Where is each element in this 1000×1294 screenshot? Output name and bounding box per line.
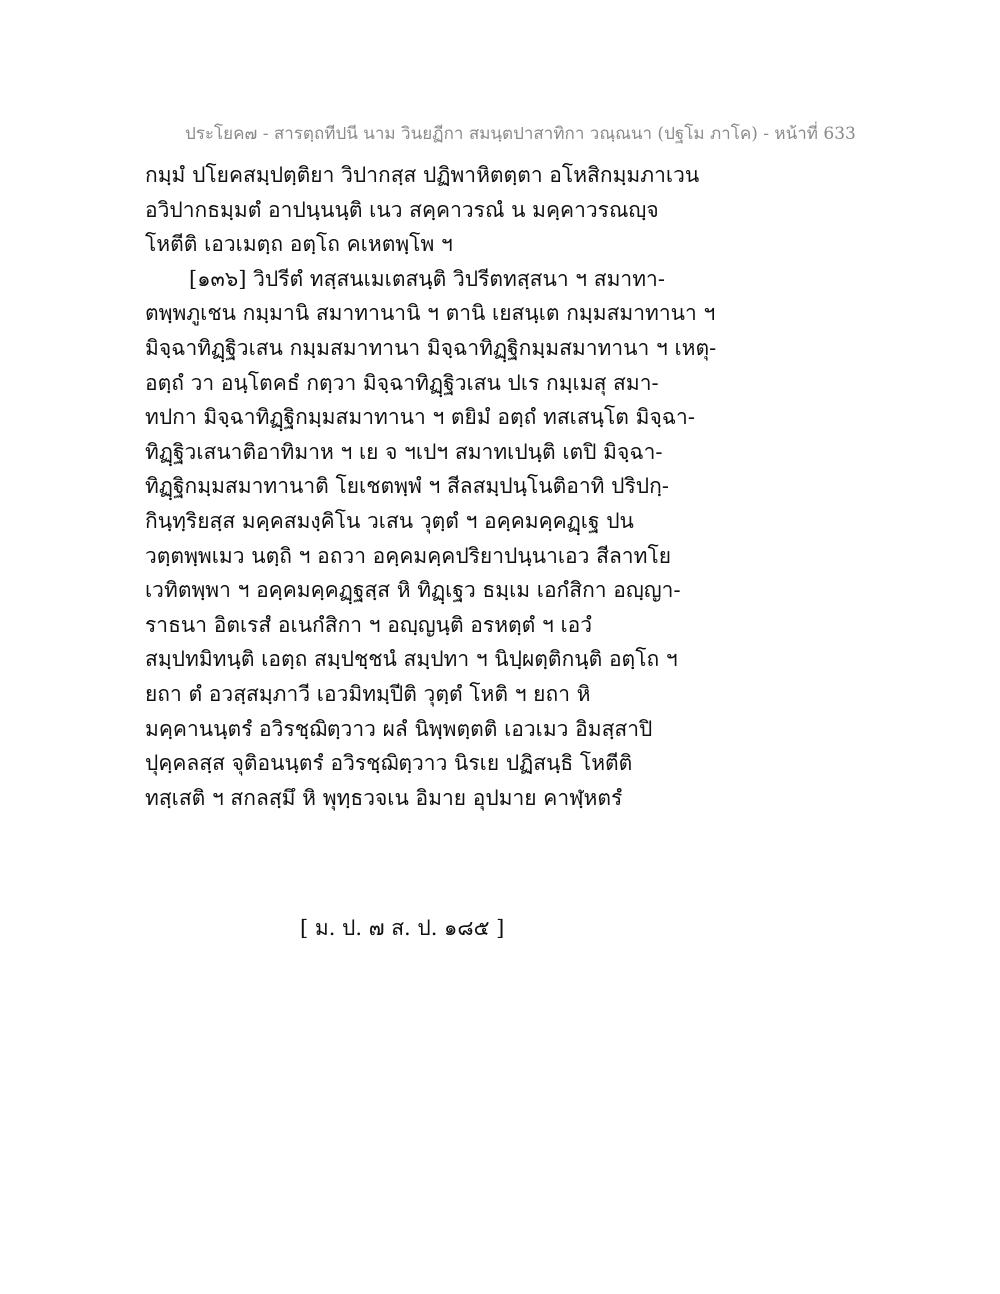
text-line: อวิปากธมฺมตํ อาปนฺนนฺติ เนว สคฺคาวรณํ น มคฺคาวรณญฺจ [145,197,659,222]
text-line: สมฺปทมิทนฺติ เอตฺถ สมฺปชฺชนํ สมฺปทา ฯ นิปฺผตฺติกนฺติ อตฺโถ ฯ [145,647,678,672]
text-line: ตพฺพภูเชน กมฺมานิ สมาทานานิ ฯ ตานิ เยสนฺเต กมฺมสมาทานา ฯ [145,301,716,326]
text-line: [๑๓๖] วิปรีตํ ทสฺสนเมเตสนฺติ วิปรีตทสฺสนา ฯ สมาทา- [189,266,665,291]
text-line: มิจฺฉาทิฏฺฐิวเสน กมฺมสมาทานา มิจฺฉาทิฏฺฐิกมฺมสมาทานา ฯ เหตุ- [145,335,717,360]
page-reference: [ ม. ป. ๗ ส. ป. ๑๘๕ ] [300,916,505,940]
text-line: กมฺมํ ปโยคสมฺปตฺติยา วิปากสฺส ปฏิพาหิตตฺตา อโหสิกมฺมภาเวน [145,163,700,187]
text-line: ยถา ตํ อวสฺสมฺภาวี เอวมิทมฺปีติ วุตฺตํ โหติ ฯ ยถา หิ [145,681,591,706]
text-line: ราธนา อิตเรสํ อเนกํสิกา ฯ อญฺญนฺติ อรหตฺตํ ฯ เอวํ [145,612,593,637]
text-line: ทิฏฺฐิกมฺมสมาทานาติ โยเชตพฺพํ ฯ สีลสมฺปนฺโนติอาทิ ปริปกฺ- [145,474,669,499]
text-line: ทิฏฺฐิวเสนาติอาทิมาห ฯ เย จ ฯเปฯ สมาทเปนฺติ เตปิ มิจฺฉา- [145,439,663,464]
text-line: อตฺถํ วา อนฺโตคธํ กตฺวา มิจฺฉาทิฏฺฐิวเสน ปเร กมฺเมสุ สมา- [145,370,659,395]
text-line: ทปกา มิจฺฉาทิฏฺฐิกมฺมสมาทานา ฯ ตยิมํ อตฺถํ ทสเสนฺโต มิจฺฉา- [145,405,695,430]
text-line: ทสฺเสติ ฯ สกลสฺมึ หิ พุทฺธวจเน อิมาย อุปมาย คาฬฺหตรํ [145,785,623,810]
running-header: ประโยค๗ - สารตฺถทีปนี นาม วินยฏีกา สมนฺตปาสาทิกา วณฺณนา (ปฐโม ภาโค) - หน้าที่ 633 [185,124,856,144]
text-line: ปุคฺคลสฺส จุติอนนฺตรํ อวิรชฺฌิตฺวาว นิรเย ปฏิสนฺธิ โหตีติ [145,751,633,776]
text-line: วตฺตพฺพเมว นตฺถิ ฯ อถวา อคฺคมคฺคปริยาปนฺนาเอว สีลาทโย [145,543,672,568]
text-line: มคฺคานนฺตรํ อวิรชฺฌิตฺวาว ผลํ นิพฺพตฺตติ เอวเมว อิมสฺสาปิ [145,716,653,741]
text-line: เวทิตพฺพา ฯ อคฺคมคฺคฏฺฐสฺส หิ ทิฏฺเฐว ธมฺเม เอกํสิกา อญฺญา- [145,578,681,603]
text-line: กินฺทฺริยสฺส มคฺคสมงฺคิโน วเสน วุตฺตํ ฯ อคฺคมคฺคฏฺเฐ ปน [145,508,634,533]
body-text [145,158,717,815]
text-line: โหตีติ เอวเมตฺถ อตฺโถ คเหตพฺโพ ฯ [145,232,453,257]
